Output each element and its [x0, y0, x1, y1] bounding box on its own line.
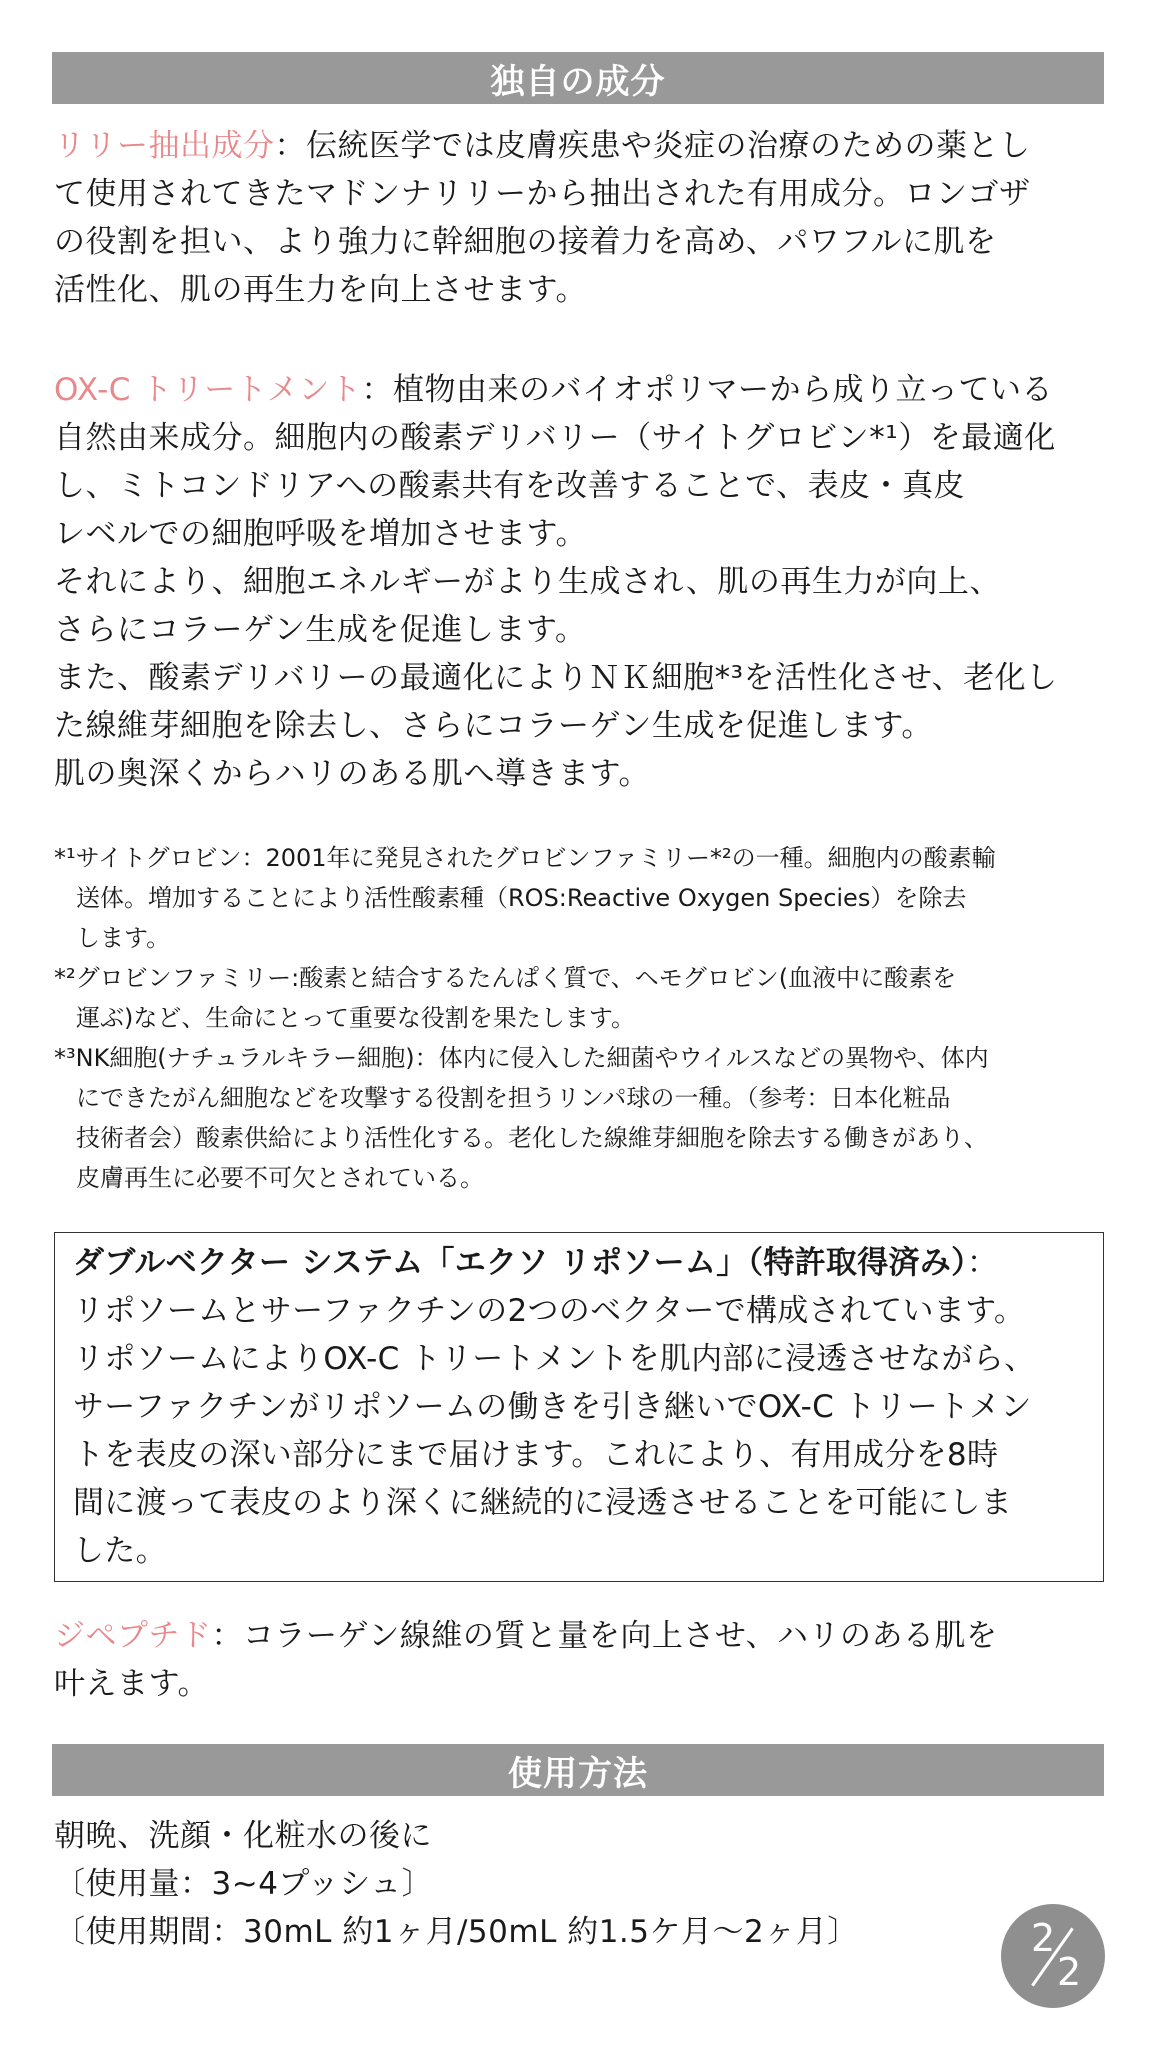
- lily-line-2: て使用されてきたマドンナリリーから抽出された有用成分。ロンゴザ: [54, 176, 1031, 212]
- footnote-1-line-2: 送体。増加することにより活性酸素種（ROS:Reactive Oxygen Species）を除去: [76, 884, 967, 912]
- exosome-line-1: リポソームとサーファクチンの2つのベクターで構成されています。: [73, 1293, 1026, 1329]
- ingredients-section-header: [52, 52, 1104, 104]
- usage-amount: 〔使用量：3~4プッシュ〕: [54, 1866, 434, 1902]
- footnote-1-line-1: *¹サイトグロビン：2001年に発見されたグロビンファミリー*²の一種。細胞内の酸素輸: [54, 844, 996, 872]
- exosome-line-3: サーファクチンがリポソームの働きを引き継いでOX-C トリートメン: [73, 1389, 1032, 1425]
- dipeptide-name: ジペプチド: [54, 1618, 212, 1654]
- usage-section-header: [52, 1744, 1104, 1796]
- page-current: 2: [1031, 1916, 1056, 1960]
- dipeptide-paragraph: [54, 1612, 1106, 1708]
- oxc-treatment-paragraph: [54, 366, 1106, 798]
- footnote-1-line-3: します。: [76, 924, 171, 952]
- exosome-line-2: リポソームによりOX-C トリートメントを肌内部に浸透させながら、: [73, 1341, 1036, 1377]
- oxc-line-3: し、ミトコンドリアへの酸素共有を改善することで、表皮・真皮: [54, 468, 966, 504]
- usage-line-1: 朝晩、洗顔・化粧水の後に: [54, 1818, 432, 1854]
- footnote-3-line-1: *³NK細胞(ナチュラルキラー細胞)：体内に侵入した細菌やウイルスなどの異物や、体内: [54, 1044, 989, 1072]
- footnote-cytoglobin: [54, 838, 1106, 958]
- lily-extract-paragraph: [54, 122, 1106, 314]
- oxc-line-8: た線維芽細胞を除去し、さらにコラーゲン生成を促進します。: [54, 708, 933, 744]
- footnotes: [54, 838, 1106, 1198]
- oxc-line-4: レベルでの細胞呼吸を増加させます。: [54, 516, 588, 552]
- footnote-3-line-2: にできたがん細胞などを攻撃する役割を担うリンパ球の一種。（参考：日本化粧品: [76, 1084, 951, 1112]
- footnote-nk-cell: [54, 1038, 1106, 1198]
- exosome-box-title: ダブルベクター システム「エクソ リポソーム」（特許取得済み）: [73, 1245, 967, 1281]
- oxc-line-5: それにより、細胞エネルギーがより生成され、肌の再生力が向上、: [54, 564, 1001, 600]
- usage-section-title: 使用方法: [508, 1753, 648, 1794]
- page-total: 2: [1057, 1950, 1082, 1994]
- ingredients-section-title: 独自の成分: [490, 61, 666, 102]
- dipeptide-line-2: 叶えます。: [54, 1666, 210, 1702]
- dipeptide-line-1: ：コラーゲン線維の質と量を向上させ、ハリのある肌を: [211, 1618, 998, 1654]
- exosome-line-6: した。: [73, 1533, 167, 1569]
- lily-line-3: の役割を担い、より強力に幹細胞の接着力を高め、パワフルに肌を: [54, 224, 997, 260]
- exosome-box-title-suffix: ：: [966, 1245, 999, 1281]
- exosome-liposome-box: [54, 1232, 1104, 1582]
- oxc-line-9: 肌の奥深くからハリのある肌へ導きます。: [54, 756, 651, 792]
- usage-period: 〔使用期間：30mL 約1ヶ月/50mL 約1.5ケ月〜2ヶ月〕: [54, 1914, 859, 1950]
- usage-paragraph: [54, 1812, 1106, 1956]
- oxc-line-7: また、酸素デリバリーの最適化によりＮＫ細胞*³を活性化させ、老化し: [54, 660, 1058, 696]
- footnote-2-line-2: 運ぶ)など、生命にとって重要な役割を果たします。: [76, 1004, 635, 1032]
- footnote-3-line-4: 皮膚再生に必要不可欠とされている。: [76, 1164, 484, 1192]
- lily-line-1: ：伝統医学では皮膚疾患や炎症の治療のための薬とし: [274, 128, 1031, 164]
- oxc-line-6: さらにコラーゲン生成を促進します。: [54, 612, 587, 648]
- page-indicator-badge: [1001, 1904, 1105, 2008]
- lily-extract-name: リリー抽出成分: [54, 128, 275, 164]
- footnote-globin-family: [54, 958, 1106, 1038]
- oxc-line-1: ：植物由来のバイオポリマーから成り立っている: [361, 372, 1053, 408]
- oxc-line-2: 自然由来成分。細胞内の酸素デリバリー（サイトグロビン*¹）を最適化: [54, 420, 1056, 456]
- exosome-line-5: 間に渡って表皮のより深くに継続的に浸透させることを可能にしま: [73, 1485, 1012, 1521]
- exosome-line-4: トを表皮の深い部分にまで届けます。これにより、有用成分を8時: [73, 1437, 999, 1473]
- lily-line-4: 活性化、肌の再生力を向上させます。: [54, 272, 588, 308]
- footnote-2-line-1: *²グロビンファミリー:酸素と結合するたんぱく質で、ヘモグロビン(血液中に酸素を: [54, 964, 957, 992]
- footnote-3-line-3: 技術者会）酸素供給により活性化する。老化した線維芽細胞を除去する働きがあり、: [76, 1124, 988, 1152]
- oxc-treatment-name: OX-C トリートメント: [54, 372, 362, 408]
